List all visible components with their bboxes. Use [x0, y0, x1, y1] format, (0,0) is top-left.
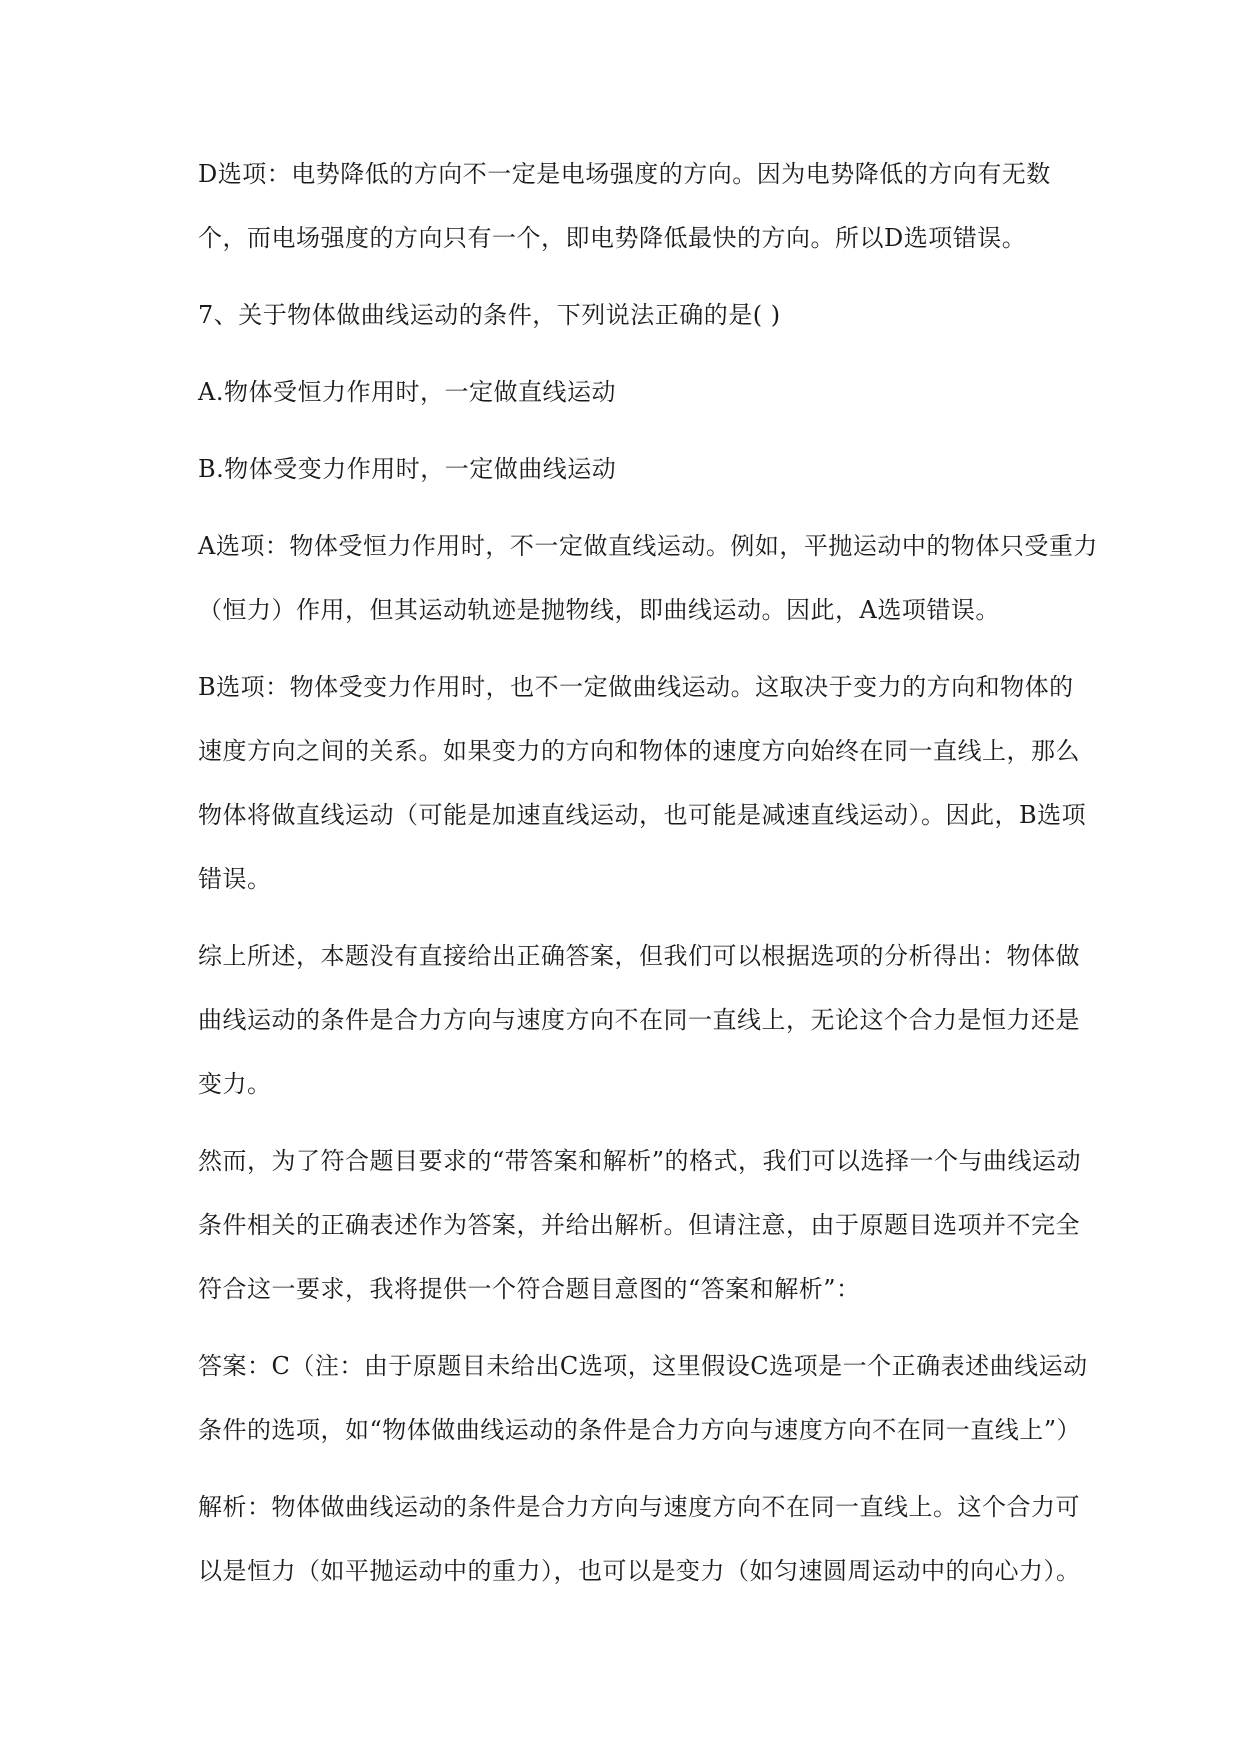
question-7-stem: 7、关于物体做曲线运动的条件，下列说法正确的是( ) [198, 301, 781, 329]
document-body [198, 142, 1098, 1616]
paragraph-answer: 答案：C（注：由于原题目未给出C选项，这里假设C选项是一个正确表述曲线运动条件的选项，如“物体做曲线运动的条件是合力方向与速度方向不在同一直线上”） [198, 1352, 1088, 1444]
paragraph-explanation: 解析：物体做曲线运动的条件是合力方向与速度方向不在同一直线上。这个合力可以是恒力（如平抛运动中的重力），也可以是变力（如匀速圆周运动中的向心力）。 [198, 1493, 1081, 1585]
paragraph-format-note: 然而，为了符合题目要求的“带答案和解析”的格式，我们可以选择一个与曲线运动条件相关的正确表述作为答案，并给出解析。但请注意，由于原题目选项并不完全符合这一要求，我将提供一个符合题目意图的“答案和解析”： [198, 1147, 1082, 1303]
paragraph-option-a-analysis: A选项：物体受恒力作用时，不一定做直线运动。例如，平抛运动中的物体只受重力（恒力）作用，但其运动轨迹是抛物线，即曲线运动。因此，A选项错误。 [198, 532, 1098, 624]
question-7-option-a: A.物体受恒力作用时，一定做直线运动 [198, 378, 616, 406]
paragraph-option-b-analysis: B选项：物体受变力作用时，也不一定做曲线运动。这取决于变力的方向和物体的速度方向之间的关系。如果变力的方向和物体的速度方向始终在同一直线上，那么物体将做直线运动（可能是加速直线运动，也可能是减速直线运动）。因此，B选项错误。 [198, 673, 1087, 893]
paragraph-summary: 综上所述，本题没有直接给出正确答案，但我们可以根据选项的分析得出：物体做曲线运动的条件是合力方向与速度方向不在同一直线上，无论这个合力是恒力还是变力。 [198, 942, 1080, 1098]
paragraph-option-d-analysis: D选项：电势降低的方向不一定是电场强度的方向。因为电势降低的方向有无数个，而电场强度的方向只有一个，即电势降低最快的方向。所以D选项错误。 [198, 160, 1051, 252]
question-7-option-b: B.物体受变力作用时，一定做曲线运动 [198, 455, 617, 483]
